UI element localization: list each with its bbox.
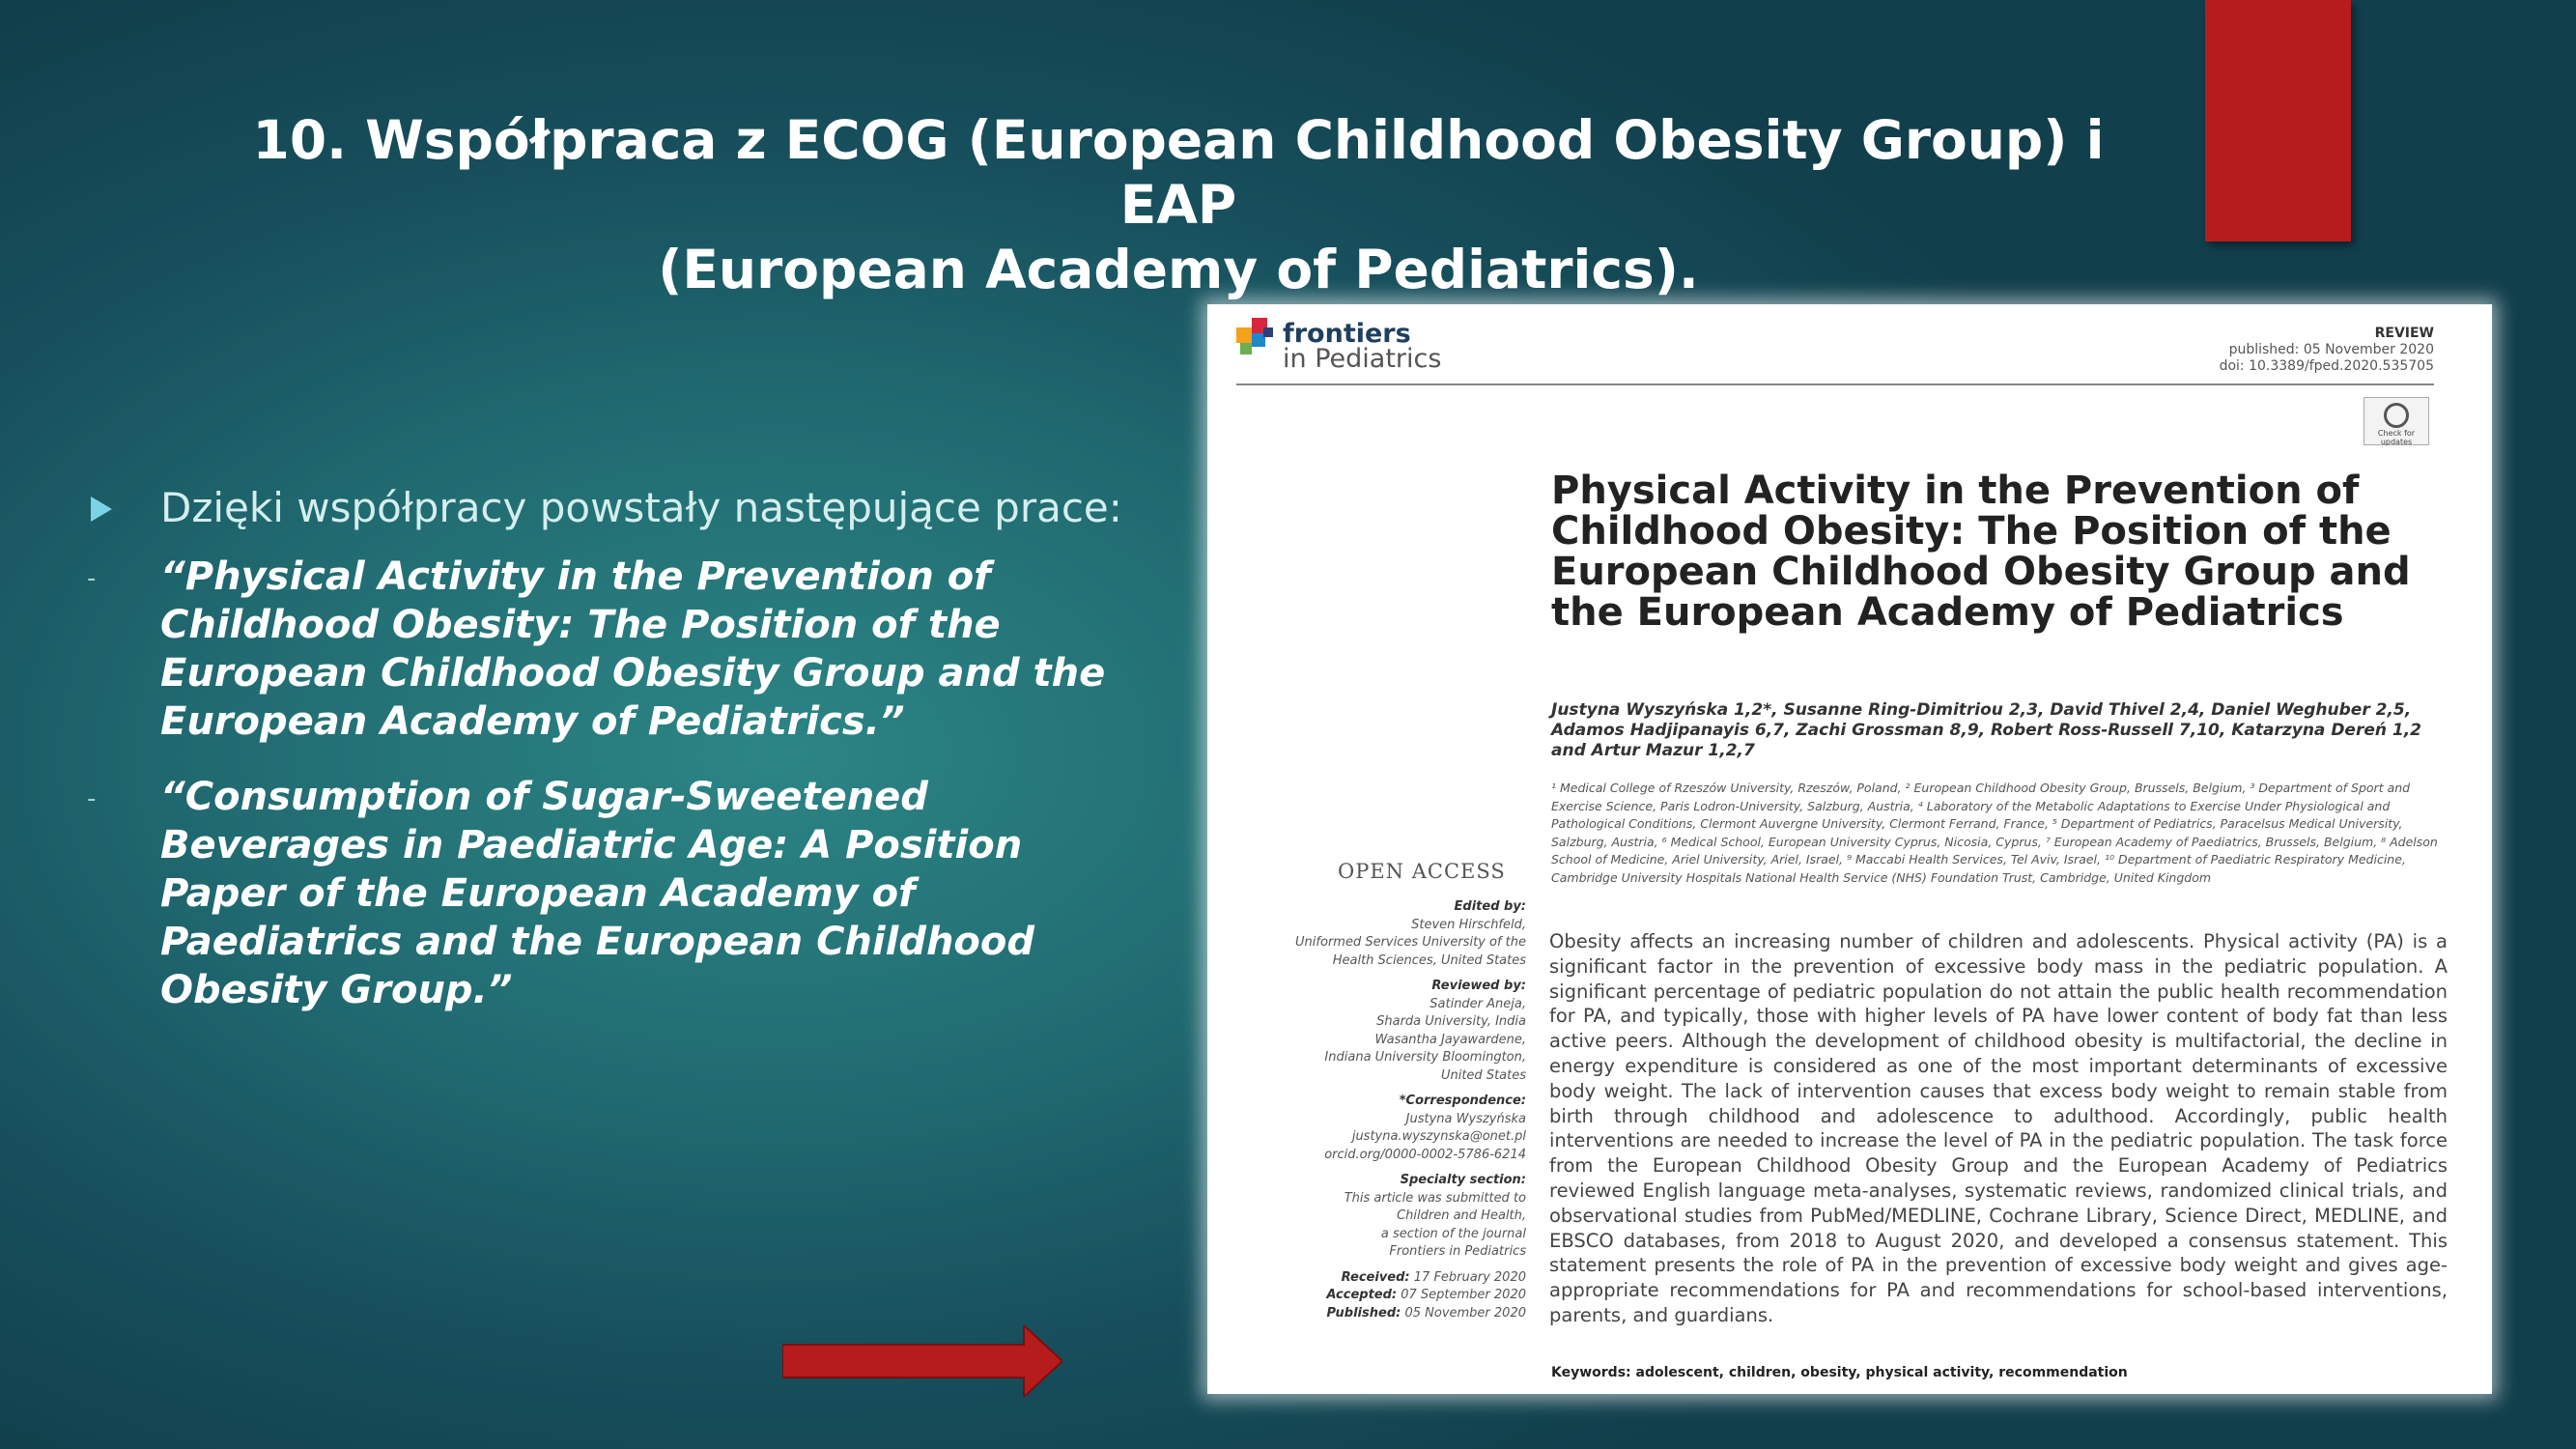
reviewed-by-line: Indiana University Bloomington, [1324,1050,1526,1065]
paper-keywords: Keywords: adolescent, children, obesity, physical activity, recommendation [1551,1365,2128,1380]
reviewed-by-line: Sharda University, India [1376,1014,1526,1029]
journal-brand: frontiers [1283,319,1411,349]
dash-bullet-icon: - [87,564,97,593]
correspondence-line: Justyna Wyszyńska [1405,1111,1526,1126]
specialty-line: a section of the journal [1380,1226,1526,1241]
slide-title-line1: 10. Współpraca z ECOG (European Childhood Obesity Group) i EAP [252,109,2105,236]
article-sidebar [1227,898,1526,1322]
paper-screenshot [1207,304,2492,1394]
published-date: 05 November 2020 [1404,1305,1526,1321]
accepted-row [1227,1287,1526,1305]
publication-item-2 [87,773,1130,1014]
publication-title-2: “Consumption of Sugar-Sweetened Beverages in Paediatric Age: A Position Paper of the European Academy of Paediatrics and the European Childhood Obesity Group.” [160,775,1035,1012]
edited-by-line: Uniformed Services University of the [1295,935,1526,950]
specialty-line: Frontiers in Pediatrics [1389,1244,1526,1259]
triangle-bullet-icon [91,497,112,522]
journal-section: in Pediatrics [1283,344,1442,374]
doi-line: doi: 10.3389/fped.2020.535705 [2219,358,2434,374]
open-access-label: OPEN ACCESS [1338,860,1506,883]
check-label-1: Check for [2377,429,2416,438]
publication-item-1 [87,553,1130,746]
correspondence-line: justyna.wyszynska@onet.pl [1351,1129,1526,1144]
paper-abstract: Obesity affects an increasing number of children and adolescents. Physical activity (PA) is a significant factor in the prevention of excessive body mass in the pediatric population. A significant percentage of pediatric population do not attain the public health recommendation for PA, and typically, those with higher levels of PA have lower content of body fat than less active peers. Although the development of childhood obesity is multifactorial, the decline in energy expenditure is considered as one of the most important determinants of excessive body weight. The lack of intervention causes that excess body weight to remain stable from birth through childhood and adolescence to adulthood. Accordingly, public health interventions are needed to increase the level of PA in the pediatric population. The task force from the European Childhood Obesity Group and the European Academy of Pediatrics reviewed English language meta-analyses, systematic reviews, randomized clinical trials, and observational studies from PubMed/MEDLINE, Cochrane Library, Science Direct, MEDLINE, and EBSCO databases, from 2018 to August 2020, and developed a consensus statement. This statement presents the role of PA in the prevention of excessive body weight and gives age-appropriate recommendations for PA and recommendations for school-based interventions, parents, and guardians. [1549,930,2448,1326]
paper-title: Physical Activity in the Prevention of Childhood Obesity: The Position of the European Childhood Obesity Group and the European Academy of Pediatrics [1551,469,2411,635]
received-date: 17 February 2020 [1413,1269,1526,1285]
header-divider [1236,384,2434,385]
reviewed-by-line: United States [1440,1067,1526,1083]
intro-text: Dzięki współpracy powstały następujące prace: [160,484,1122,531]
correspondence-label: *Correspondence: [1399,1094,1526,1108]
paper-affiliations: ¹ Medical College of Rzeszów University, Rzeszów, Poland, ² European Childhood Obesity Group, Brussels, Belgium, ³ Department of Sport and Exercise Science, Paris Lodron-University, Salzburg, Austria, ⁴ Laboratory of the Metabolic Adaptations to Exercise Under Physiological and Pathological Conditions, Clermont Auvergne University, Clermont Ferrand, France, ⁵ Department of Pediatrics, Paracelsus Medical University, Salzburg, Austria, ⁶ Medical School, European University Cyprus, Nicosia, Cyprus, ⁷ European Academy of Paediatrics, Brussels, Belgium, ⁸ Adelson School of Medicine, Ariel University, Ariel, Israel, ⁹ Maccabi Health Services, Tel Aviv, Israel, ¹⁰ Department of Paediatric Respiratory Medicine, Cambridge University Hospitals National Health Service (NHS) Foundation Trust, Cambridge, United Kingdom [1551,781,2438,885]
published-row [1227,1305,1526,1323]
accepted-label: Accepted: [1326,1288,1398,1302]
paper-authors: Justyna Wyszyńska 1,2*, Susanne Ring-Dimitriou 2,3, David Thivel 2,4, Daniel Weghuber 2,5, Adamos Hadjipanayis 6,7, Zachi Grossman 8,9, Robert Ross-Russell 7,10, Katarzyna Dereń 1,2 and Artur Mazur 1,2,7 [1551,700,2422,760]
red-arrow-icon [782,1325,1062,1397]
reviewed-by-line: Satinder Aneja, [1430,996,1526,1011]
article-type: REVIEW [2374,326,2434,341]
received-row [1227,1269,1526,1288]
check-updates-badge [2364,397,2429,445]
slide-title-line2: (European Academy of Pediatrics). [658,239,1699,300]
published-label: Published: [1326,1305,1401,1321]
dash-bullet-icon: - [87,784,97,813]
edited-by-label: Edited by: [1454,899,1526,914]
journal-logo [1283,319,1442,374]
article-meta [2220,326,2434,375]
intro-bullet [87,481,1130,535]
accent-red-bar [2205,0,2351,242]
publication-title-1: “Physical Activity in the Prevention of Childhood Obesity: The Position of the European Childhood Obesity Group and the European Academy of Pediatrics.” [160,554,1106,744]
specialty-line: Children and Health, [1397,1208,1526,1223]
published-line: published: 05 November 2020 [2228,342,2434,357]
reviewed-by-label: Reviewed by: [1431,979,1526,993]
publications-list [87,481,1130,1014]
received-label: Received: [1341,1269,1410,1285]
specialty-line: This article was submitted to [1344,1190,1526,1206]
edited-by-line: Health Sciences, United States [1332,952,1526,968]
reviewed-by-line: Wasantha Jayawardene, [1374,1032,1526,1047]
correspondence-line: orcid.org/0000-0002-5786-6214 [1324,1147,1526,1162]
check-label-2: updates [2380,438,2413,446]
accepted-date: 07 September 2020 [1401,1288,1526,1302]
frontiers-logo-icon [1234,316,1277,358]
slide-title [241,108,2115,302]
check-updates-icon [2384,403,2409,428]
edited-by-line: Steven Hirschfeld, [1411,917,1526,932]
specialty-label: Specialty section: [1400,1173,1526,1187]
